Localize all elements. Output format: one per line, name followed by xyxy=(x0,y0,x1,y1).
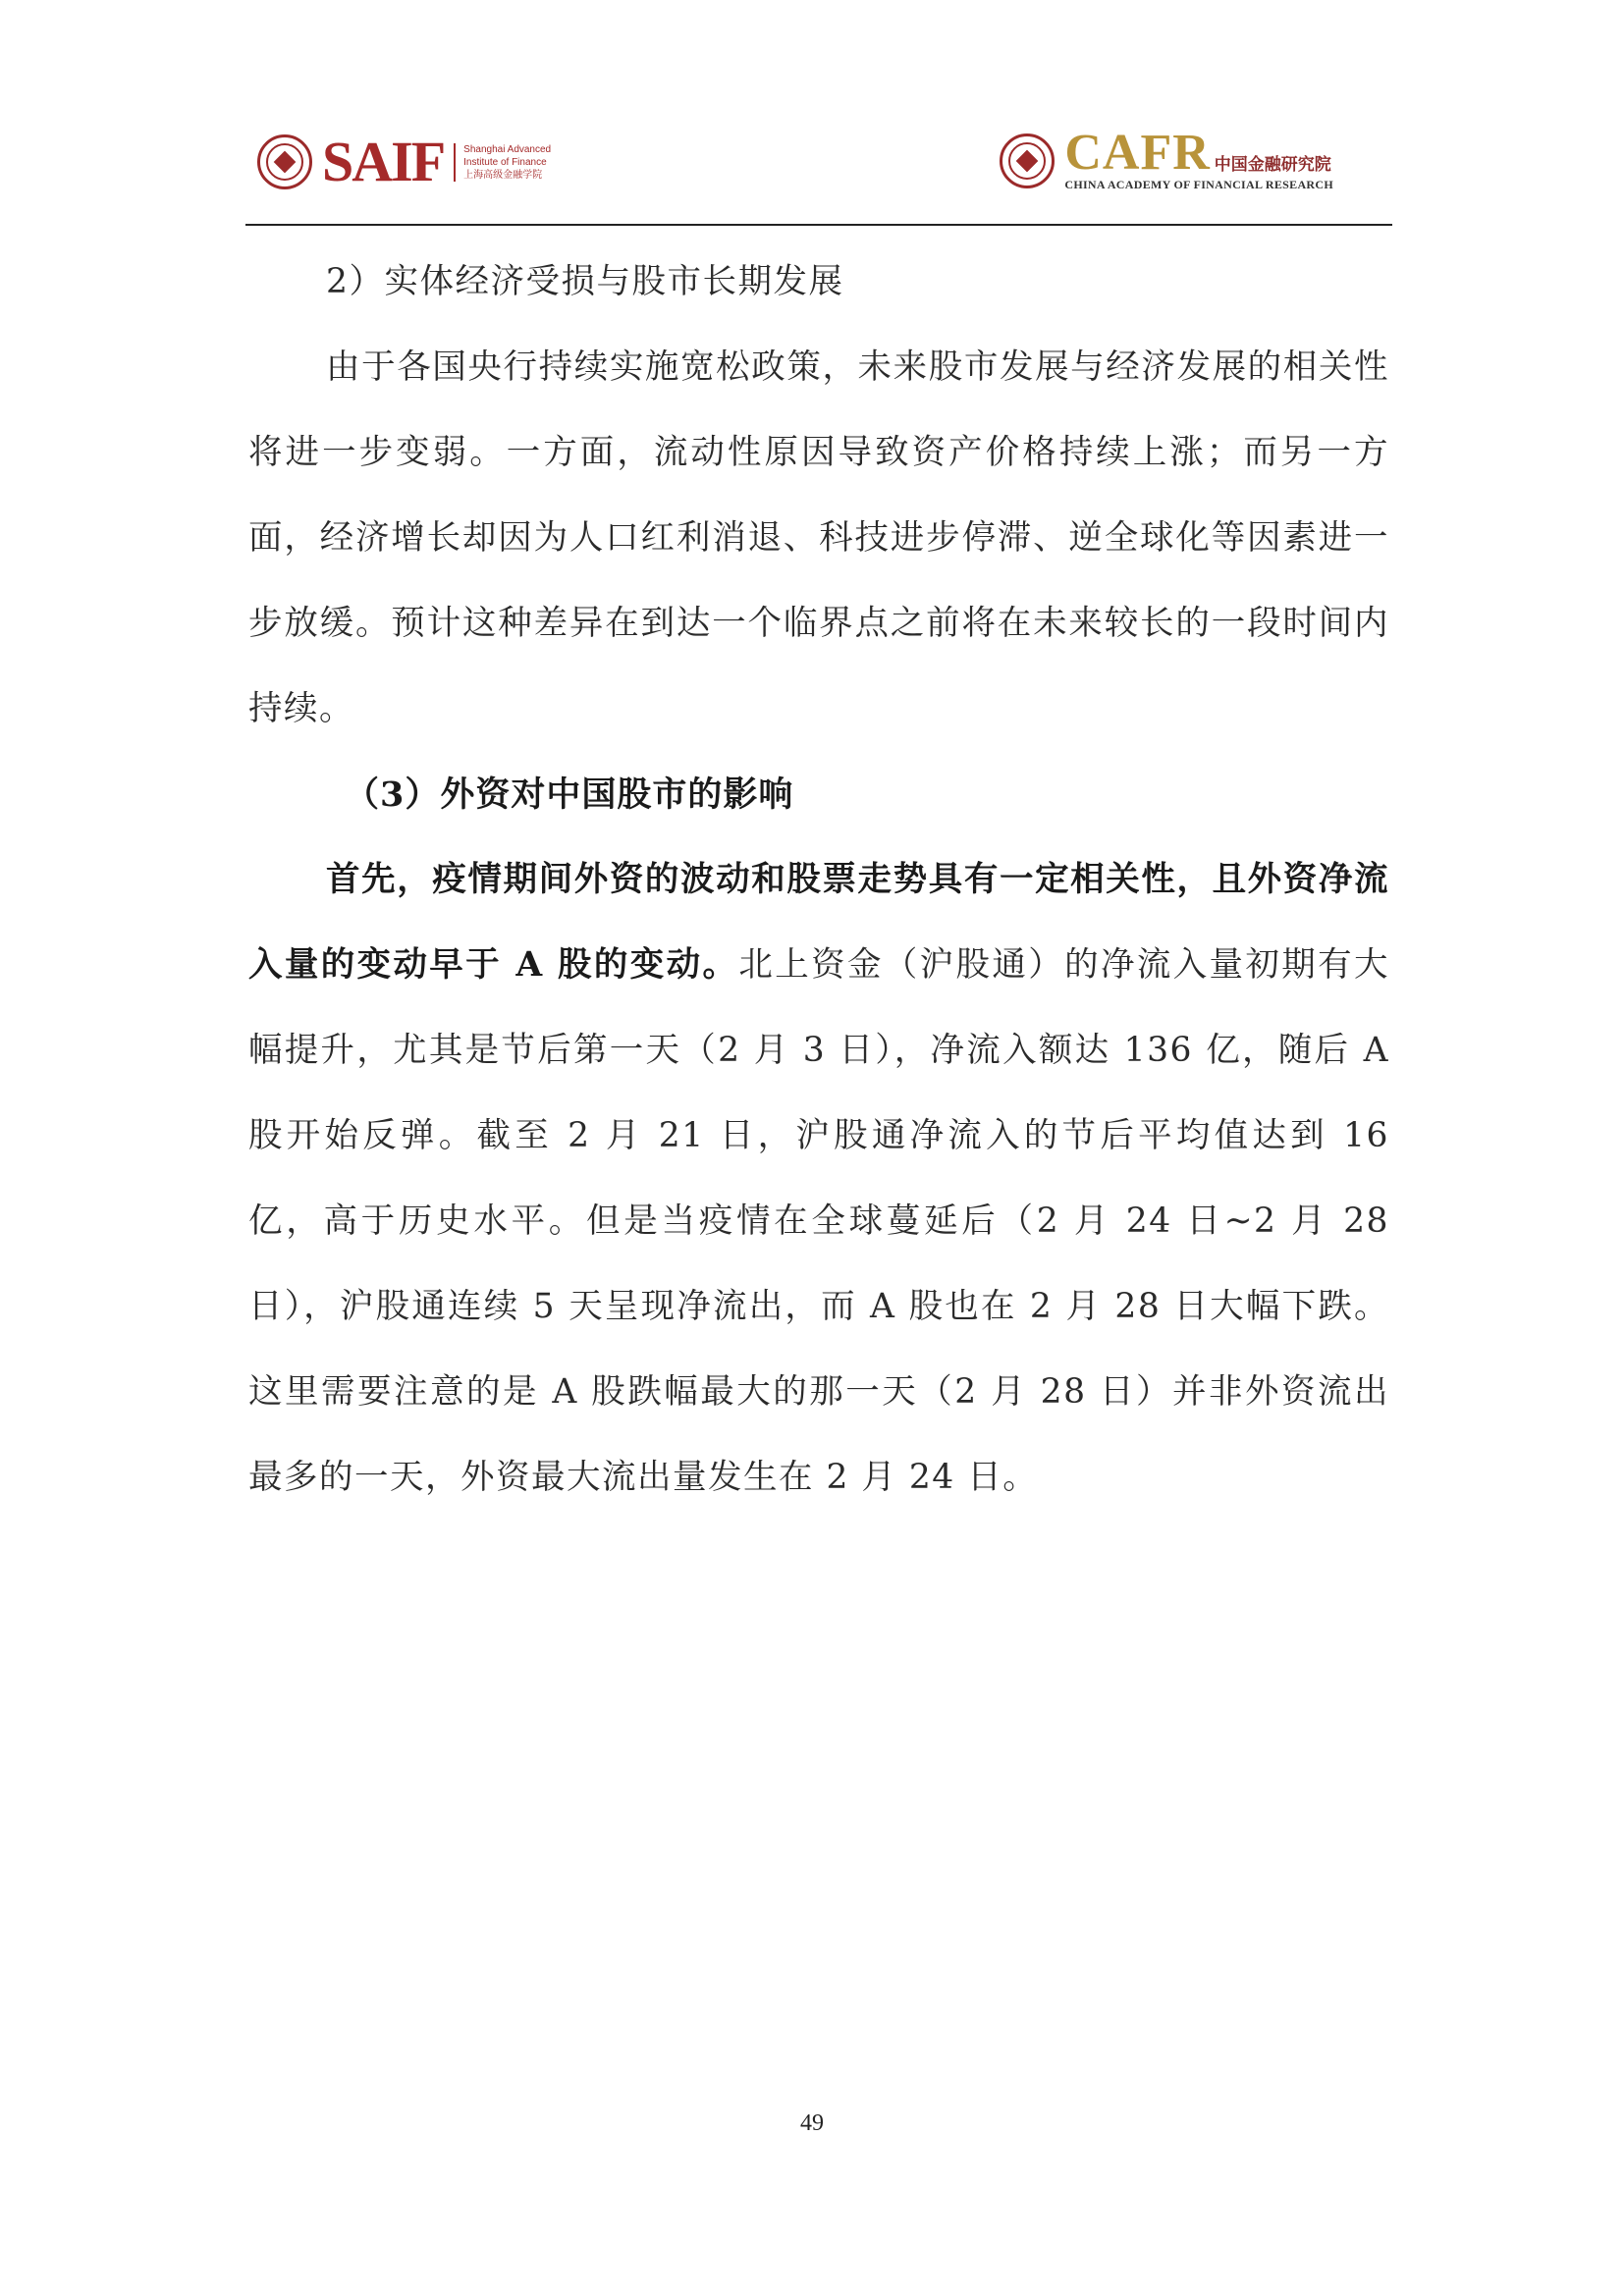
cafr-logo xyxy=(1000,124,1333,198)
cafr-english-name: CHINA ACADEMY OF FINANCIAL RESEARCH xyxy=(1064,177,1333,191)
cafr-seal-icon xyxy=(1000,133,1055,188)
section-heading-foreign-capital: （3）外资对中国股市的影响 xyxy=(345,774,794,815)
header-divider xyxy=(245,224,1392,226)
cafr-chinese-name: 中国金融研究院 xyxy=(1214,154,1331,175)
paragraph-detail: 北上资金（沪股通）的净流入量初期有大幅提升，尤其是节后第一天（2 月 3 日），净流入额达 136 亿，随后 A 股开始反弹。截至 2 月 21 日，沪股通净流入的节后平均值达到 16 亿，高于历史水平。但是当疫情在全球蔓延后（2 月 24 日~2 月 28 日），沪股通连续 5 天呈现净流出，而 A 股也在 2 月 28 日大幅下跌。这里需要注意的是 A 股跌幅最大的那一天（2 月 28 日）并非外资流出最多的一天，外资最大流出量发生在 2 月 24 日。 xyxy=(248,945,1390,1497)
page-header xyxy=(245,110,1392,228)
paragraph-key-finding: 首先，疫情期间外资的波动和股票走势具有一定相关性，且外资净流入量的变动早于 A 股的变动。 xyxy=(248,860,1389,985)
cafr-wordmark: CAFR xyxy=(1064,124,1211,181)
paragraph-monetary-policy: 由于各国央行持续实施宽松政策，未来股市发展与经济发展的相关性将进一步变弱。一方面，流动性原因导致资产价格持续上涨；而另一方面，经济增长却因为人口红利消退、科技进步停滞、逆全球化等因素进一步放缓。预计这种差异在到达一个临界点之前将在未来较长的一段时间内持续。 xyxy=(248,347,1389,728)
saif-wordmark: SAIF xyxy=(322,130,445,193)
saif-subtitle: Shanghai Advanced Institute of Finance 上海高级金融学院 xyxy=(454,143,551,182)
saif-seal-icon xyxy=(257,134,312,189)
page-content xyxy=(248,240,1389,1521)
page-number: 49 xyxy=(800,2110,824,2136)
subheading-real-economy: 2）实体经济受损与股市长期发展 xyxy=(326,262,844,301)
paragraph-foreign-capital xyxy=(248,837,1389,1521)
saif-logo xyxy=(257,128,551,196)
